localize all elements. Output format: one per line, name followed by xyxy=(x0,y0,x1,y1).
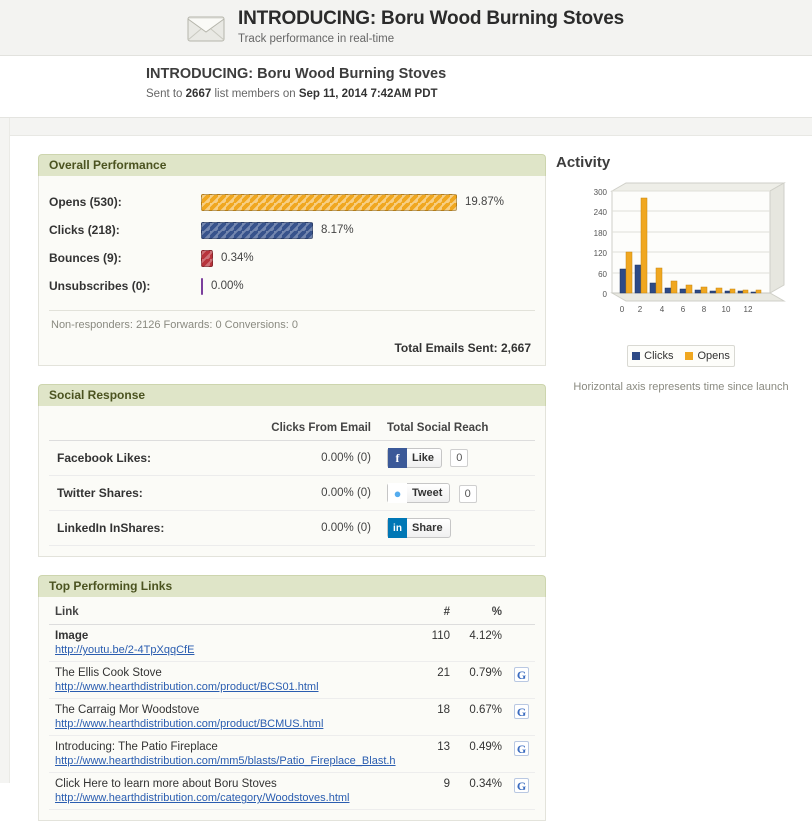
svg-text:2: 2 xyxy=(637,305,643,314)
link-url[interactable]: http://www.hearthdistribution.com/product/BCS01.html xyxy=(55,681,319,694)
top-links-col-pct: % xyxy=(456,603,508,625)
top-links-col-count: # xyxy=(418,603,456,625)
google-analytics-icon[interactable]: G xyxy=(514,704,529,719)
top-links-header-row xyxy=(49,603,535,625)
table-row xyxy=(49,441,535,476)
page-subtitle: Track performance in real-time xyxy=(238,33,395,45)
legend-item-opens xyxy=(685,350,729,362)
twitter-icon: ● xyxy=(388,483,407,503)
right-column xyxy=(556,154,806,393)
svg-text:6: 6 xyxy=(680,305,686,314)
opens-value: 19.87% xyxy=(465,196,505,208)
facebook-like-button[interactable] xyxy=(387,448,442,468)
overall-performance-panel xyxy=(38,154,546,366)
legend-label-opens: Opens xyxy=(697,350,730,362)
link-pct: 4.12% xyxy=(456,625,508,662)
clicks-label: Clicks (218): xyxy=(49,223,120,237)
top-links-body xyxy=(38,597,546,821)
linkedin-share-button[interactable] xyxy=(387,518,451,538)
social-response-title: Social Response xyxy=(38,384,546,406)
svg-text:0: 0 xyxy=(619,305,625,314)
link-count: 13 xyxy=(418,736,456,773)
social-response-body xyxy=(38,406,546,557)
table-row xyxy=(49,699,535,736)
non-responders-note: Non-responders: 2126 Forwards: 0 Conversions: 0 xyxy=(51,319,299,331)
top-links-panel xyxy=(38,575,546,821)
linkedin-share-label: Share xyxy=(412,522,443,535)
social-table xyxy=(49,418,535,546)
social-col-clicks: Clicks From Email xyxy=(229,418,379,441)
link-url[interactable]: http://www.hearthdistribution.com/product/BCMUS.html xyxy=(55,718,324,731)
legend-label-clicks: Clicks xyxy=(644,350,674,362)
link-count: 21 xyxy=(418,662,456,699)
table-row xyxy=(49,736,535,773)
top-links-table xyxy=(49,603,535,810)
link-url[interactable]: http://www.hearthdistribution.com/mm5/blasts/Patio_Fireplace_Blast.h xyxy=(55,755,396,768)
activity-chart-svg xyxy=(570,181,802,331)
facebook-like-count: 0 xyxy=(450,449,468,467)
link-count: 110 xyxy=(418,625,456,662)
twitter-tweet-label: Tweet xyxy=(412,487,443,499)
twitter-share-count: 0 xyxy=(459,485,477,503)
link-pct: 0.49% xyxy=(456,736,508,773)
left-column xyxy=(38,154,546,839)
clicks-bar xyxy=(201,222,313,239)
clicks-swatch xyxy=(632,352,640,360)
svg-text:10: 10 xyxy=(721,305,731,314)
twitter-shares-clicks: 0.00% (0) xyxy=(229,476,379,511)
total-emails-sent xyxy=(49,341,535,355)
stat-row-unsubscribes xyxy=(49,272,535,300)
chart-legend xyxy=(627,345,735,367)
link-title: Introducing: The Patio Fireplace xyxy=(55,741,218,754)
facebook-likes-label: Facebook Likes: xyxy=(49,441,229,476)
report-header xyxy=(0,0,812,56)
svg-text:240: 240 xyxy=(593,208,607,217)
link-url[interactable]: http://www.hearthdistribution.com/category/Woodstoves.html xyxy=(55,792,350,805)
facebook-like-label: Like xyxy=(412,452,435,464)
google-analytics-icon[interactable]: G xyxy=(514,778,529,793)
svg-text:8: 8 xyxy=(701,305,707,314)
opens-label: Opens (530): xyxy=(49,195,122,209)
link-count: 9 xyxy=(418,773,456,810)
svg-text:60: 60 xyxy=(598,270,607,279)
sent-prefix: Sent to xyxy=(146,88,183,100)
social-header-row xyxy=(49,418,535,441)
campaign-name: INTRODUCING: Boru Wood Burning Stoves xyxy=(146,66,447,82)
social-response-panel xyxy=(38,384,546,557)
facebook-icon: f xyxy=(388,448,407,468)
linkedin-icon: in xyxy=(388,518,407,538)
top-links-col-icon xyxy=(508,603,535,625)
unsubscribes-label: Unsubscribes (0): xyxy=(49,279,151,293)
bounces-bar xyxy=(201,250,213,267)
svg-text:180: 180 xyxy=(593,229,607,238)
link-title: Click Here to learn more about Boru Stoves xyxy=(55,778,277,791)
linkedin-inshares-clicks: 0.00% (0) xyxy=(229,511,379,546)
overall-performance-body xyxy=(38,176,546,366)
bounces-value: 0.34% xyxy=(221,252,254,264)
stat-row-bounces xyxy=(49,244,535,272)
social-col-blank xyxy=(49,418,229,441)
link-pct: 0.67% xyxy=(456,699,508,736)
campaign-sent-info xyxy=(146,88,812,100)
recipient-count: 2667 xyxy=(185,88,212,100)
table-row xyxy=(49,625,535,662)
facebook-likes-clicks: 0.00% (0) xyxy=(229,441,379,476)
table-row xyxy=(49,773,535,810)
link-title: The Ellis Cook Stove xyxy=(55,667,162,680)
legend-item-clicks xyxy=(632,350,673,362)
social-col-reach: Total Social Reach xyxy=(379,418,535,441)
table-row xyxy=(49,511,535,546)
sent-date: Sep 11, 2014 7:42AM PDT xyxy=(298,88,438,100)
twitter-shares-label: Twitter Shares: xyxy=(49,476,229,511)
chart-axis-note: Horizontal axis represents time since launch xyxy=(573,381,789,393)
stat-row-opens xyxy=(49,188,535,216)
opens-swatch xyxy=(685,352,693,360)
opens-bar xyxy=(201,194,457,211)
overall-divider xyxy=(49,310,535,311)
bounces-label: Bounces (9): xyxy=(49,251,122,265)
svg-text:4: 4 xyxy=(659,305,665,314)
table-row xyxy=(49,662,535,699)
google-analytics-icon[interactable]: G xyxy=(514,741,529,756)
top-links-title: Top Performing Links xyxy=(38,575,546,597)
twitter-tweet-button[interactable] xyxy=(387,483,450,503)
link-count: 18 xyxy=(418,699,456,736)
unsubscribes-bar xyxy=(201,278,203,295)
table-row xyxy=(49,476,535,511)
activity-title: Activity xyxy=(556,154,611,171)
svg-text:300: 300 xyxy=(593,188,607,197)
linkedin-inshares-label: LinkedIn InShares: xyxy=(49,511,229,546)
link-url[interactable]: http://youtu.be/2-4TpXqqCfE xyxy=(55,644,195,657)
link-pct: 0.34% xyxy=(456,773,508,810)
stat-row-clicks xyxy=(49,216,535,244)
total-emails-sent-label: Total Emails Sent: xyxy=(394,341,498,355)
link-title: Image xyxy=(55,630,89,643)
overall-performance-title: Overall Performance xyxy=(38,154,546,176)
link-pct: 0.79% xyxy=(456,662,508,699)
sent-mid: list members on xyxy=(214,88,296,100)
spacer-band xyxy=(0,118,812,136)
total-emails-sent-value: 2,667 xyxy=(500,341,531,355)
svg-text:0: 0 xyxy=(602,290,607,299)
page-title: INTRODUCING: Boru Wood Burning Stoves xyxy=(238,8,624,29)
svg-text:120: 120 xyxy=(593,249,607,258)
activity-chart xyxy=(570,181,802,331)
campaign-summary xyxy=(0,56,812,118)
envelope-icon xyxy=(186,10,226,44)
google-analytics-icon[interactable]: G xyxy=(514,667,529,682)
clicks-value: 8.17% xyxy=(321,224,354,236)
top-links-col-link: Link xyxy=(49,603,418,625)
link-title: The Carraig Mor Woodstove xyxy=(55,704,200,717)
unsubscribes-value: 0.00% xyxy=(211,280,244,292)
svg-text:12: 12 xyxy=(743,305,753,314)
